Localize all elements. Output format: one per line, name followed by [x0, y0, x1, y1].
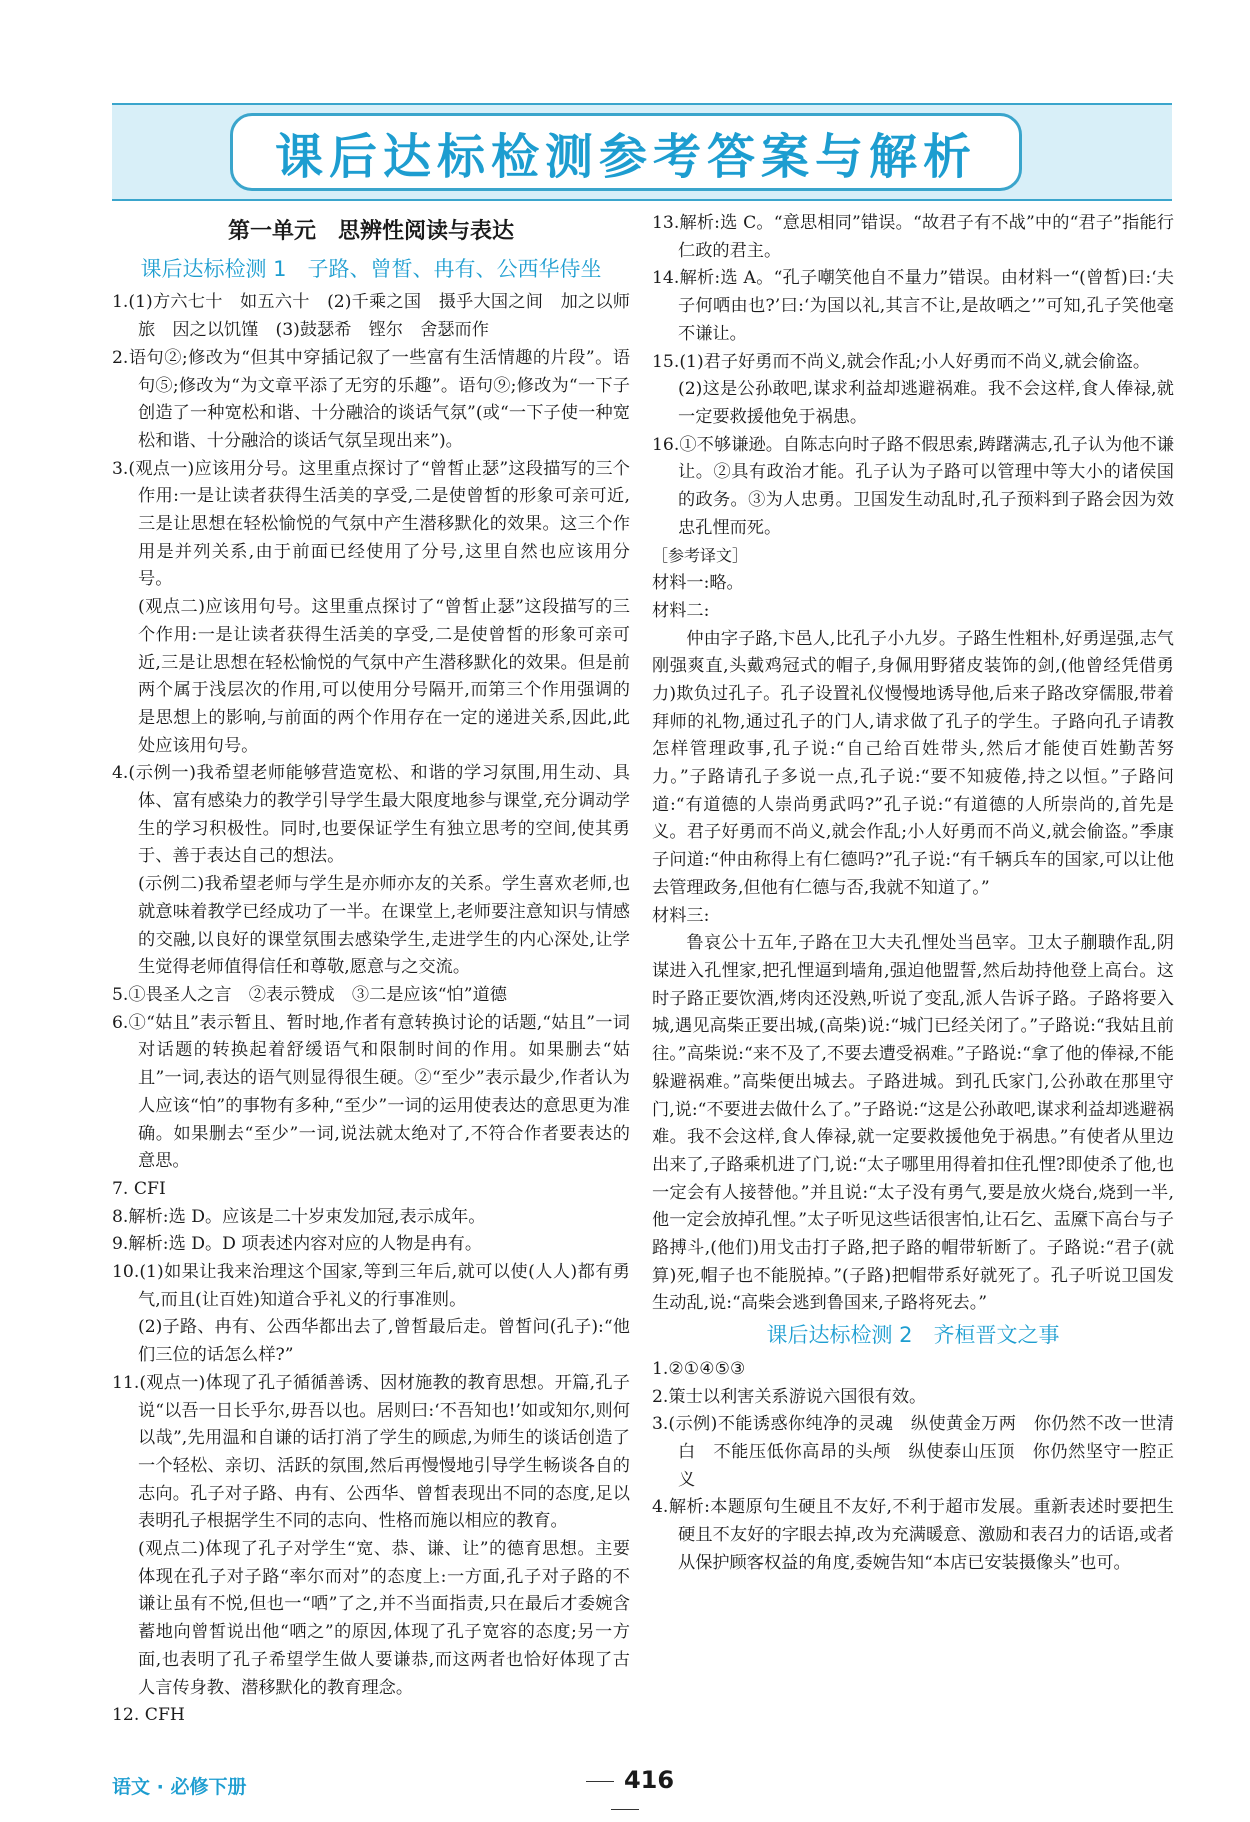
answer-15-part-2: (2)这是公孙敢吧,谋求利益却逃避祸难。我不会这样,食人俸禄,就一定要救援他免于祸患。 — [678, 379, 1174, 427]
left-column — [112, 210, 630, 1730]
answer-2: 2.语句②;修改为“但其中穿插记叙了一些富有生活情趣的片段”。语句⑤;修改为“为文章平添了无穷的乐趣”。语句⑨;修改为“一下子创造了一种宽松和谐、十分融洽的谈话气氛”(或“一下子使一种宽松和谐、十分融洽的谈话气氛呈现出来”)。 — [112, 347, 630, 451]
page-title: 课后达标检测参考答案与解析 — [274, 128, 977, 185]
answer-4-example-2: (示例二)我希望老师与学生是亦师亦友的关系。学生喜欢老师,也就意味着教学已经成功了一半。在课堂上,老师要注意知识与情感的交融,以良好的课堂氛围去感染学生,走进学生的内心深处,让学生觉得老师值得信任和尊敬,愿意与之交流。 — [138, 874, 630, 978]
right-column — [652, 210, 1174, 1577]
answer-12: 12. CFH — [112, 1705, 185, 1726]
page-dash-left — [586, 1781, 614, 1782]
material-2-text: 仲由字子路,卞邑人,比孔子小九岁。子路生性粗朴,好勇逞强,志气刚强爽直,头戴鸡冠式的帽子,身佩用野猪皮装饰的剑,(他曾经凭借勇力)欺负过孔子。孔子设置礼仪慢慢地诱导他,后来子路改穿儒服,带着拜师的礼物,通过孔子的门人,请求做了孔子的学生。子路向孔子请教怎样管理政事,孔子说:“自己给百姓带头,然后才能使百姓勤苦努力。”子路请孔子多说一点,孔子说:“要不知疲倦,持之以恒。”子路问道:“有道德的人崇尚勇武吗?”孔子说:“有道德的人所崇尚的,首先是义。君子好勇而不尚义,就会作乱;小人好勇而不尚义,就会偷盗。”季康子问道:“仲由称得上有仁德吗?”孔子说:“有千辆兵车的国家,可以让他去管理政务,但他有仁德与否,我就不知道了。” — [652, 628, 1174, 898]
material-1: 材料一:略。 — [652, 573, 744, 594]
answer-10-part-2: (2)子路、冉有、公西华都出去了,曾皙最后走。曾皙问(孔子):“他们三位的话怎么样?” — [138, 1317, 630, 1366]
answer-9: 9.解析:选 D。D 项表述内容对应的人物是冉有。 — [112, 1234, 483, 1255]
answer-14: 14.解析:选 A。“孔子嘲笑他自不量力”错误。由材料一“(曾皙)曰:‘夫子何哂由也?’曰:‘为国以礼,其言不让,是故哂之’”可知,孔子笑他毫不谦让。 — [652, 268, 1174, 344]
answer-6: 6.①“姑且”表示暂且、暂时地,作者有意转换讨论的话题,“姑且”一词对话题的转换起着舒缓语气和限制时间的作用。如果删去“姑且”一词,表达的语气则显得很生硬。②“至少”表示最少,作者认为人应该“怕”的事物有多种,“至少”一词的运用使表达的意思更为准确。如果删去“至少”一词,说法就太绝对了,不符合作者要表达的意思。 — [112, 1012, 630, 1172]
material-2-label: 材料二: — [652, 600, 710, 621]
answer-2-3: 3.(示例)不能诱惑你纯净的灵魂 纵使黄金万两 你仍然不改一世清白 不能压低你高昂的头颅 纵使泰山压顶 你仍然坚守一腔正义 — [652, 1414, 1174, 1490]
answer-13: 13.解析:选 C。“意思相同”错误。“故君子有不战”中的“君子”指能行仁政的君主。 — [652, 213, 1174, 261]
page-number-area — [560, 1766, 690, 1822]
header-frame — [230, 113, 1022, 191]
material-3-text: 鲁哀公十五年,子路在卫大夫孔悝处当邑宰。卫太子蒯聩作乱,阴谋进入孔悝家,把孔悝逼到墙角,强迫他盟誓,然后劫持他登上高台。这时子路正要饮酒,烤肉还没熟,听说了变乱,派人告诉子路。子路将要入城,遇见高柴正要出城,(高柴)说:“城门已经关闭了。”子路说:“我姑且前往。”高柴说:“来不及了,不要去遭受祸难。”子路说:“拿了他的俸禄,不能躲避祸难。”高柴便出城去。子路进城。到孔氏家门,公孙敢在那里守门,说:“不要进去做什么了。”子路说:“这是公孙敢吧,谋求利益却逃避祸难。我不会这样,食人俸禄,就一定要救援他免于祸患。”有使者从里边出来了,子路乘机进了门,说:“太子哪里用得着扣住孔悝?即使杀了他,也一定会有人接替他。”并且说:“太子没有勇气,要是放火烧台,烧到一半,他一定会放掉孔悝。”太子听见这些话很害怕,让石乞、盂黡下高台与子路搏斗,(他们)用戈击打子路,把子路的帽带斩断了。子路说:“君子(就算)死,帽子也不能脱掉。”(子路)把帽带系好就死了。孔子听说卫国发生动乱,说:“高柴会逃到鲁国来,子路将死去。” — [652, 933, 1174, 1314]
reference-translation-tag: ［参考译文］ — [652, 546, 749, 566]
answer-2-2: 2.策士以利害关系游说六国很有效。 — [652, 1386, 927, 1407]
answer-3-view-2: (观点二)应该用句号。这里重点探讨了“曾皙止瑟”这段描写的三个作用:一是让读者获得生活美的享受,二是使曾皙的形象可亲可近,三是让思想在轻松愉悦的气氛中产生潜移默化的效果。但是前两个属于浅层次的作用,可以使用分号隔开,而第三个作用强调的是思想上的影响,与前面的两个作用存在一定的递进关系,因此,此处应该用句号。 — [138, 597, 630, 756]
answer-5: 5.①畏圣人之言 ②表示赞成 ③二是应该“怕”道德 — [112, 984, 507, 1005]
section-title-1: 课后达标检测 1 子路、曾皙、冉有、公西华侍坐 — [140, 256, 602, 281]
answer-7: 7. CFI — [112, 1178, 166, 1199]
answer-3-view-1: 3.(观点一)应该用分号。这里重点探讨了“曾皙止瑟”这段描写的三个作用:一是让读者获得生活美的享受,二是使曾皙的形象可亲可近,三是让思想在轻松愉悦的气氛中产生潜移默化的效果。这三个作用是并列关系,由于前面已经使用了分号,这里自然也应该用分号。 — [112, 458, 630, 590]
material-3-label: 材料三: — [652, 905, 710, 926]
answer-2-4: 4.解析:本题原句生硬且不友好,不利于超市发展。重新表述时要把生硬且不友好的字眼去掉,改为充满暖意、激励和表召力的话语,或者从保护顾客权益的角度,委婉告知“本店已安装摄像头”也可。 — [652, 1497, 1174, 1573]
answer-10-part-1: 10.(1)如果让我来治理这个国家,等到三年后,就可以使(人人)都有勇气,而且(让百姓)知道合乎礼义的行事准则。 — [112, 1262, 630, 1310]
page-number: 416 — [623, 1766, 675, 1794]
unit-title: 第一单元 思辨性阅读与表达 — [227, 219, 514, 244]
answer-2-1: 1.②①④⑤③ — [652, 1358, 746, 1379]
page-dash-right — [611, 1809, 639, 1810]
header-banner — [112, 103, 1172, 201]
book-label: 语文 · 必修下册 — [112, 1776, 247, 1798]
answer-1: 1.(1)方六七十 如五六十 (2)千乘之国 摄乎大国之间 加之以师旅 因之以饥馑 (3)鼓瑟希 铿尔 舍瑟而作 — [112, 292, 630, 341]
answer-15-part-1: 15.(1)君子好勇而不尚义,就会作乱;小人好勇而不尚义,就会偷盗。 — [652, 351, 1151, 372]
answer-11-view-2: (观点二)体现了孔子对学生“宽、恭、谦、让”的德育思想。主要体现在孔子对子路“率尔而对”的态度上:一方面,孔子对子路的不谦让虽有不悦,但也一“哂”了之,并不当面指责,只在最后才委婉含蓄地向曾皙说出他“哂之”的原因,体现了孔子宽容的态度;另一方面,也表明了孔子希望学生做人要谦恭,而这两者也恰好体现了古人言传身教、潜移默化的教育理念。 — [138, 1539, 630, 1698]
answer-4-example-1: 4.(示例一)我希望老师能够营造宽松、和谐的学习氛围,用生动、具体、富有感染力的教学引导学生最大限度地参与课堂,充分调动学生的学习积极性。同时,也要保证学生有独立思考的空间,使其勇于、善于表达自己的想法。 — [112, 763, 630, 867]
answer-8: 8.解析:选 D。应该是二十岁束发加冠,表示成年。 — [112, 1206, 486, 1227]
section-title-2: 课后达标检测 2 齐桓晋文之事 — [766, 1323, 1060, 1348]
answer-16: 16.①不够谦逊。自陈志向时子路不假思索,踌躇满志,孔子认为他不谦让。②具有政治才能。孔子认为子路可以管理中等大小的诸侯国的政务。③为人忠勇。卫国发生动乱时,孔子预料到子路会因为效忠孔悝而死。 — [652, 434, 1174, 538]
answer-11-view-1: 11.(观点一)体现了孔子循循善诱、因材施教的教育思想。开篇,孔子说“以吾一日长乎尔,毋吾以也。居则曰:‘不吾知也!’如或知尔,则何以哉”,先用温和自谦的话打消了学生的顾虑,为师生的谈话创造了一个轻松、亲切、活跃的氛围,然后再慢慢地引导学生畅谈各自的志向。孔子对子路、冉有、公西华、曾皙表现出不同的态度,足以表明孔子根据学生不同的志向、性格而施以相应的教育。 — [112, 1372, 630, 1532]
